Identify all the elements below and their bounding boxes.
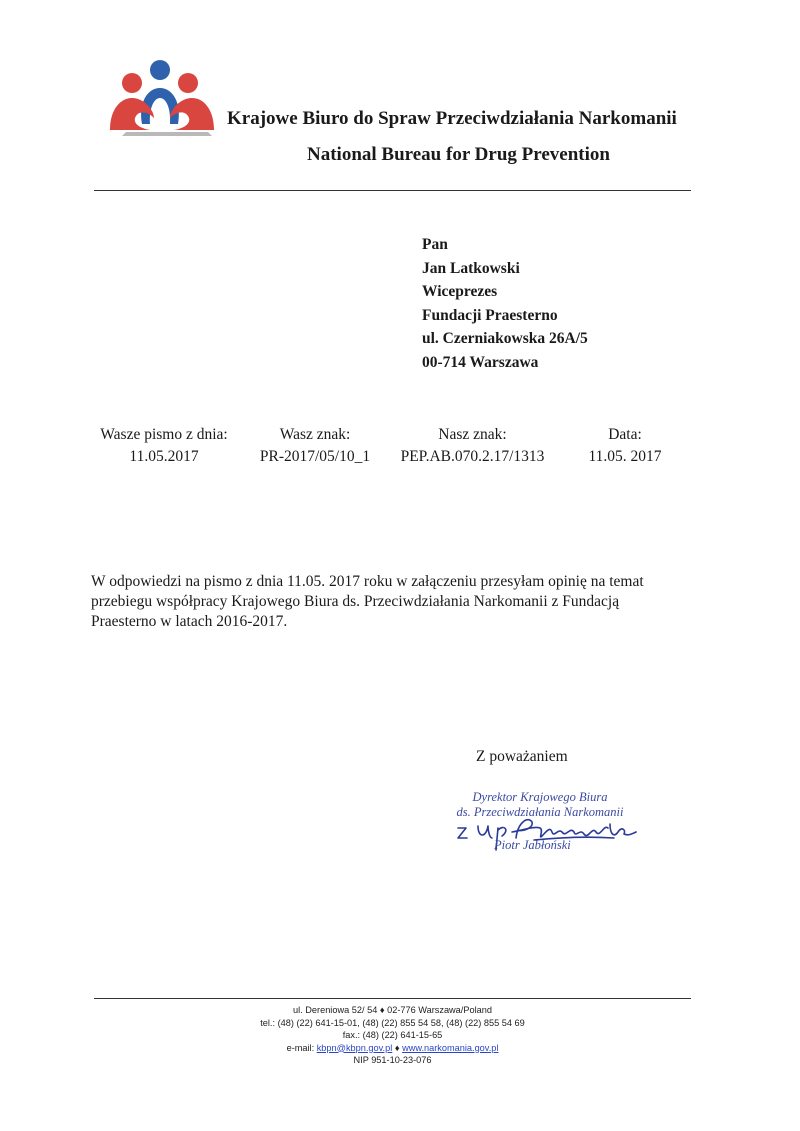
recipient-city: 00-714 Warszawa <box>422 353 539 371</box>
footer-divider <box>94 998 691 999</box>
body-line: W odpowiedzi na pismo z dnia 11.05. 2017 roku w załączeniu przesyłam opinię na temat <box>91 573 644 590</box>
recipient-organization: Fundacji Praesterno <box>422 306 558 324</box>
reference-label: Wasz znak: <box>279 426 351 443</box>
footer-website-link[interactable]: www.narkomania.gov.pl <box>402 1042 499 1053</box>
header-divider <box>94 190 691 191</box>
footer-separator: ♦ <box>392 1042 403 1053</box>
reference-value: 11.05. 2017 <box>588 448 662 465</box>
footer-email-web-line <box>180 1042 605 1055</box>
reference-date <box>575 424 675 468</box>
signer-title-line: ds. Przeciwdziałania Narkomanii <box>456 805 624 819</box>
recipient-position: Wiceprezes <box>422 283 498 300</box>
reference-value: 11.05.2017 <box>129 448 199 465</box>
footer-email-prefix: e-mail: <box>286 1042 317 1053</box>
body-line: przebiegu współpracy Krajowego Biura ds. Przeciwdziałania Narkomanii z Fundacją <box>91 593 620 610</box>
body-line: Praesterno w latach 2016-2017. <box>91 613 288 630</box>
footer-nip: NIP 951-10-23-076 <box>353 1055 432 1065</box>
footer-contact-block <box>180 1004 605 1067</box>
reference-our-sign <box>395 424 550 468</box>
recipient-street: ul. Czerniakowska 26A/5 <box>422 330 588 347</box>
reference-label: Nasz znak: <box>438 426 507 443</box>
footer-email-link[interactable]: kbpn@kbpn.gov.pl <box>316 1042 393 1053</box>
reference-label: Wasze pismo z dnia: <box>100 426 228 443</box>
recipient-salutation: Pan <box>422 236 448 253</box>
three-figures-logo-icon <box>108 56 216 136</box>
signer-title-line: Dyrektor Krajowego Biura <box>472 790 608 804</box>
reference-value: PEP.AB.070.2.17/1313 <box>400 448 545 465</box>
organization-name-polish: Krajowe Biuro do Spraw Przeciwdziałania Narkomanii <box>227 108 677 129</box>
footer-phone: tel.: (48) (22) 641-15-01, (48) (22) 855 54 58, (48) (22) 855 54 69 <box>260 1017 525 1028</box>
recipient-name: Jan Latkowski <box>422 259 520 277</box>
letter-body <box>91 572 691 632</box>
reference-your-sign <box>240 424 390 468</box>
reference-label: Data: <box>608 426 642 443</box>
reference-your-letter-date <box>90 424 238 468</box>
organization-name-english: National Bureau for Drug Prevention <box>307 144 610 165</box>
reference-value: PR-2017/05/10_1 <box>259 448 371 465</box>
signer-name: Piotr Jabłoński <box>494 838 571 852</box>
footer-fax: fax.: (48) (22) 641-15-65 <box>342 1030 443 1040</box>
closing-phrase: Z poważaniem <box>476 748 568 765</box>
recipient-address-block <box>422 233 588 374</box>
footer-address: ul. Dereniowa 52/ 54 ♦ 02-776 Warszawa/Poland <box>293 1005 492 1015</box>
